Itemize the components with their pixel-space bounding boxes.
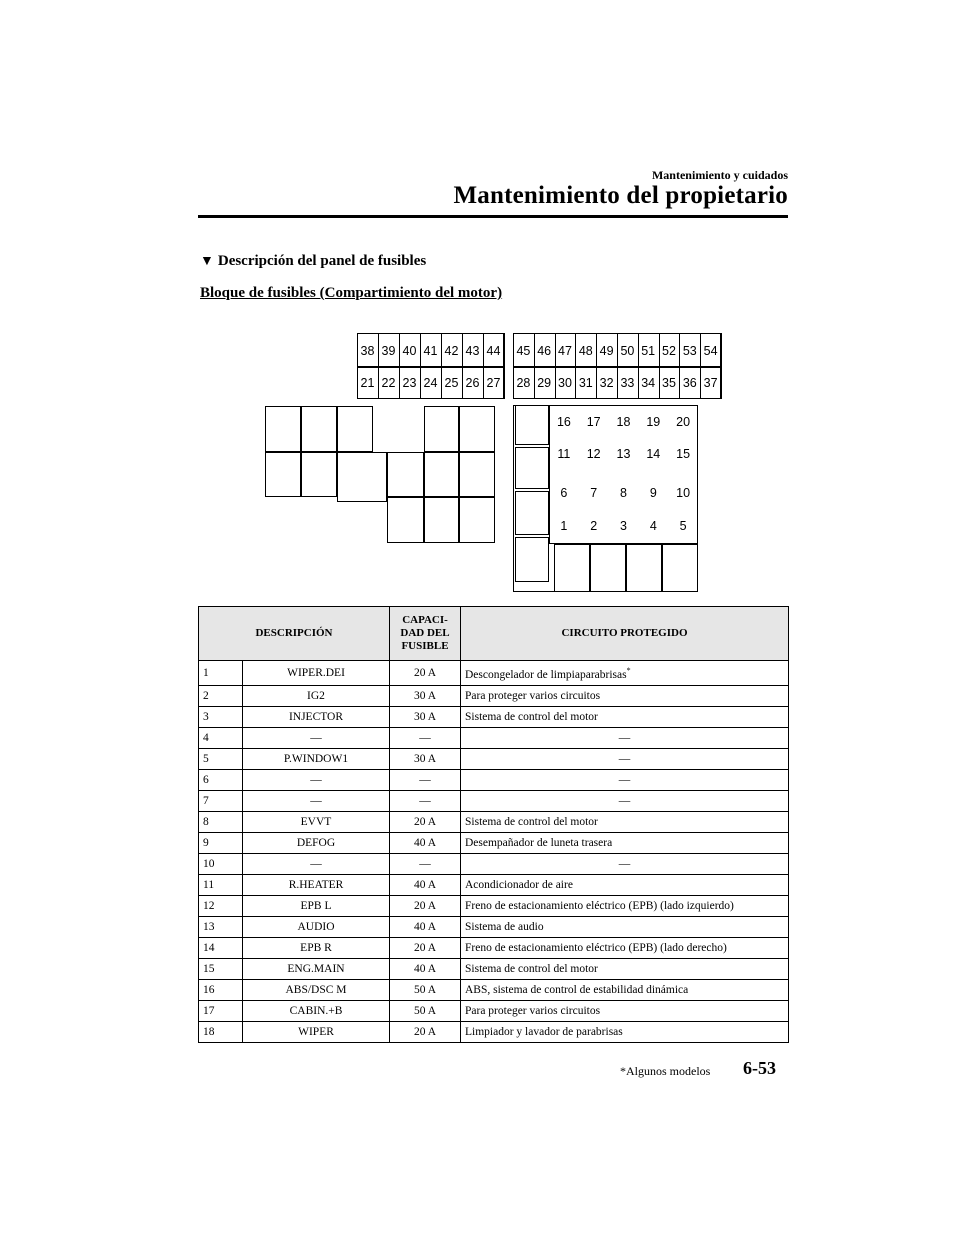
fuse-circuit-text: Descongelador de limpiaparabrisas (465, 668, 627, 681)
fuse-capacity-text: 40 A (413, 920, 437, 933)
fuse-capacity-text: 20 A (413, 941, 437, 954)
fuse-description-text: ― (310, 794, 322, 807)
fuse-number-text: 6 (203, 773, 209, 786)
fuse-number-text: 10 (203, 857, 215, 870)
fuse-number-text: 13 (203, 920, 215, 933)
fuse-description (243, 727, 390, 748)
fuse-description (243, 979, 390, 1000)
fuse-description-text: EPB R (300, 941, 332, 954)
fuse-label: 28 (516, 376, 531, 390)
fuse-description-text: AUDIO (297, 920, 335, 933)
fuse-circuit (461, 937, 789, 958)
fuse-label: 15 (676, 447, 691, 461)
fuse-circuit-text: Acondicionador de aire (465, 878, 573, 891)
fuse-number-text: 2 (203, 689, 209, 702)
fuse-circuit (461, 727, 789, 748)
side-slot (515, 447, 549, 489)
fuse-capacity-text: ― (419, 857, 431, 870)
fuse-label: 30 (558, 376, 572, 390)
fuse-label: 12 (586, 447, 601, 461)
fuse-number (199, 685, 243, 706)
fuse-description-text: CABIN.+B (289, 1004, 343, 1017)
table-row (199, 685, 789, 706)
fuse-label: 23 (402, 376, 417, 390)
fuse-label: 36 (682, 376, 697, 390)
header-capacity-l1: CAPACI- (402, 614, 448, 626)
fuse-label: 47 (558, 344, 572, 358)
fuse-circuit (461, 769, 789, 790)
chapter-title: Mantenimiento del propietario (453, 182, 788, 209)
fuse-description-text: R.HEATER (288, 878, 344, 891)
fuse-description (243, 958, 390, 979)
relay-slot (424, 452, 459, 497)
fuse-circuit (461, 832, 789, 853)
fuse-number-text: 14 (203, 941, 215, 954)
fuse-label: 7 (590, 486, 598, 500)
fuse-description (243, 874, 390, 895)
fuse-capacity-text: 40 A (413, 962, 437, 975)
table-row (199, 811, 789, 832)
fuse-capacity-text: 50 A (413, 1004, 437, 1017)
fuse-label: 46 (537, 344, 552, 358)
fuse-circuit (461, 979, 789, 1000)
fuse-label: 45 (516, 344, 531, 358)
fuse-label: 29 (537, 376, 552, 390)
fuse-description (243, 790, 390, 811)
fuse-label: 38 (360, 344, 375, 358)
fuse-number-text: 12 (203, 899, 215, 912)
fuse-capacity-text: 20 A (413, 815, 437, 828)
triangle-down-icon: ▼ (200, 254, 214, 269)
fuse-capacity (390, 685, 461, 706)
fuse-capacity-text: ― (419, 773, 431, 786)
fuse-number-text: 1 (203, 666, 209, 679)
table-row (199, 661, 789, 686)
table-row (199, 727, 789, 748)
fuse-description-text: ― (310, 773, 322, 786)
relay-slot (301, 406, 337, 452)
fuse-capacity (390, 769, 461, 790)
fuse-label: 22 (381, 376, 396, 390)
fuse-block-diagram (0, 0, 960, 600)
fuse-label: 18 (616, 415, 631, 429)
fuse-label: 37 (703, 376, 718, 390)
fuse-label: 21 (360, 376, 375, 390)
fuse-number (199, 874, 243, 895)
fuse-circuit-text: Limpiador y lavador de parabrisas (465, 1025, 623, 1038)
fuse-circuit (461, 790, 789, 811)
strip-divider (513, 366, 721, 368)
fuse-number (199, 769, 243, 790)
fuse-label: 5 (679, 519, 687, 533)
fuse-capacity (390, 916, 461, 937)
fuse-description (243, 685, 390, 706)
fuse-number-text: 17 (203, 1004, 215, 1017)
fuse-number-text: 5 (203, 752, 209, 765)
fuse-circuit (461, 811, 789, 832)
fuse-description-text: P.WINDOW1 (283, 752, 349, 765)
fuse-number-text: 8 (203, 815, 209, 828)
fuse-number-text: 7 (203, 794, 209, 807)
fuse-description-text: WIPER.DEI (287, 666, 345, 679)
fuse-description (243, 706, 390, 727)
header-description: DESCRIPCIÓN (199, 607, 390, 661)
fuse-number (199, 937, 243, 958)
fuse-description-text: DEFOG (296, 836, 336, 849)
fuse-label: 8 (620, 486, 627, 500)
fuse-label: 34 (641, 376, 656, 390)
header-capacity-l2: DAD DEL (400, 627, 450, 639)
fuse-label: 52 (662, 344, 676, 358)
fuse-capacity (390, 706, 461, 727)
relay-slot (265, 406, 301, 452)
fuse-label: 16 (556, 415, 571, 429)
bottom-slot (626, 544, 662, 592)
fuse-label: 2 (590, 519, 598, 533)
fuse-description (243, 1021, 390, 1042)
fuse-description (243, 811, 390, 832)
fuse-description-text: EVVT (300, 815, 332, 828)
table-row (199, 748, 789, 769)
relay-slot (459, 497, 495, 543)
fuse-label: 9 (649, 486, 657, 500)
fuse-capacity-text: 40 A (413, 836, 437, 849)
fuse-circuit (461, 853, 789, 874)
fuse-label: 17 (586, 415, 601, 429)
fuse-number (199, 832, 243, 853)
fuse-description (243, 661, 390, 686)
fuse-number (199, 790, 243, 811)
table-row (199, 769, 789, 790)
fuse-label: 26 (465, 376, 480, 390)
section-heading-text: Descripción del panel de fusibles (217, 253, 427, 269)
relay-slot (301, 452, 337, 497)
fuse-number-text: 18 (203, 1025, 215, 1038)
table-row (199, 706, 789, 727)
bottom-slot (662, 544, 698, 592)
fuse-label: 31 (578, 376, 593, 390)
fuse-circuit-text: ― (618, 857, 631, 870)
fuse-circuit (461, 916, 789, 937)
fuse-label: 6 (560, 486, 568, 500)
fuse-description (243, 853, 390, 874)
fuse-number (199, 895, 243, 916)
fuse-label: 1 (560, 519, 568, 533)
fuse-number (199, 853, 243, 874)
fuse-circuit-text: ― (618, 731, 631, 744)
fuse-circuit-text: Sistema de audio (465, 920, 544, 933)
fuse-capacity (390, 937, 461, 958)
fuse-capacity-text: ― (419, 794, 431, 807)
fuse-capacity (390, 661, 461, 686)
table-row (199, 1021, 789, 1042)
fuse-label: 13 (616, 447, 631, 461)
fuse-description (243, 1000, 390, 1021)
fuse-label: 40 (402, 344, 417, 358)
fuse-description-text: ― (310, 857, 322, 870)
fuse-number-text: 11 (203, 878, 215, 891)
fuse-circuit (461, 748, 789, 769)
fuse-capacity (390, 1000, 461, 1021)
fuse-circuit-text: Sistema de control del motor (465, 710, 598, 723)
relay-slot-large (337, 452, 387, 502)
table-row (199, 916, 789, 937)
fuse-label: 24 (423, 376, 438, 390)
fuse-capacity-text: 30 A (413, 689, 437, 702)
fuse-capacity-text: 20 A (413, 666, 437, 679)
fuse-description-text: WIPER (298, 1025, 334, 1038)
fuse-description (243, 748, 390, 769)
side-slot (515, 491, 549, 535)
fuse-description (243, 832, 390, 853)
fuse-number (199, 727, 243, 748)
fuse-circuit-text: Para proteger varios circuitos (465, 689, 601, 702)
table-row (199, 937, 789, 958)
fuse-capacity-text: 20 A (413, 899, 437, 912)
footnote-mark: * (626, 666, 631, 675)
fuse-circuit-text: Freno de estacionamiento eléctrico (EPB) (lado izquierdo) (465, 899, 734, 912)
relay-slot (265, 452, 301, 497)
fuse-circuit (461, 874, 789, 895)
fuse-label: 25 (444, 376, 459, 390)
fuse-circuit (461, 706, 789, 727)
fuse-description (243, 937, 390, 958)
fuse-description-text: ENG.MAIN (287, 962, 345, 975)
fuse-capacity (390, 832, 461, 853)
table-row (199, 895, 789, 916)
page-number: 6-53 (743, 1058, 776, 1078)
fuse-circuit (461, 958, 789, 979)
chapter-subtitle: Mantenimiento y cuidados (651, 168, 788, 182)
fuse-capacity (390, 790, 461, 811)
fuse-label: 41 (423, 344, 438, 358)
header-circuit: CIRCUITO PROTEGIDO (461, 607, 789, 661)
fuse-number (199, 661, 243, 686)
table-row (199, 853, 789, 874)
fuse-circuit-text: Para proteger varios circuitos (465, 1004, 601, 1017)
fuse-capacity-text: 40 A (413, 878, 437, 891)
fuse-label: 44 (486, 344, 501, 358)
fuse-capacity (390, 895, 461, 916)
fuse-circuit-text: ― (618, 773, 631, 786)
header-capacity-l3: FUSIBLE (401, 640, 449, 652)
table-row (199, 832, 789, 853)
fuse-label: 50 (620, 344, 635, 358)
fuse-capacity (390, 874, 461, 895)
fuse-circuit-text: ― (618, 752, 631, 765)
fuse-label: 39 (381, 344, 396, 358)
fuse-description (243, 769, 390, 790)
fuse-description-text: IG2 (307, 689, 325, 702)
relay-slot (337, 406, 373, 452)
fuse-label: 4 (649, 519, 657, 533)
fuse-label: 54 (703, 344, 718, 358)
side-slot (515, 537, 549, 582)
relay-slot (387, 497, 424, 543)
fuse-description (243, 895, 390, 916)
relay-slot (424, 497, 459, 543)
fuse-number (199, 1000, 243, 1021)
fuse-capacity-text: ― (419, 731, 431, 744)
table-row (199, 979, 789, 1000)
fuse-number (199, 916, 243, 937)
relay-slot (459, 452, 495, 497)
fuse-circuit-text: ― (618, 794, 631, 807)
fuse-circuit-text: Sistema de control del motor (465, 815, 598, 828)
bottom-slot (554, 544, 590, 592)
fuse-capacity (390, 979, 461, 1000)
fuse-number (199, 811, 243, 832)
fuse-label: 35 (662, 376, 676, 390)
fuse-circuit (461, 895, 789, 916)
table-row (199, 958, 789, 979)
fuse-number (199, 748, 243, 769)
relay-slot (459, 406, 495, 452)
fuse-description-text: ― (310, 731, 322, 744)
fuse-label: 14 (646, 447, 661, 461)
fuse-label: 27 (486, 376, 501, 390)
table-row (199, 874, 789, 895)
fuse-capacity-text: 20 A (413, 1025, 437, 1038)
fuse-capacity (390, 811, 461, 832)
fuse-circuit-text: ABS, sistema de control de estabilidad dinámica (465, 983, 689, 996)
fuse-circuit-text: Sistema de control del motor (465, 962, 598, 975)
table-header-row (199, 607, 789, 661)
fuse-number-text: 15 (203, 962, 215, 975)
fuse-number-text: 16 (203, 983, 215, 996)
fuse-number (199, 979, 243, 1000)
fuse-capacity (390, 853, 461, 874)
relay-slot (424, 406, 459, 452)
fuse-circuit (461, 685, 789, 706)
fuse-label: 19 (646, 415, 661, 429)
fuse-capacity-text: 50 A (413, 983, 437, 996)
fuse-label: 43 (465, 344, 480, 358)
fuse-number (199, 958, 243, 979)
fuse-capacity (390, 748, 461, 769)
fuse-number-text: 3 (203, 710, 209, 723)
fuse-circuit (461, 1021, 789, 1042)
fuse-capacity (390, 727, 461, 748)
table-row (199, 790, 789, 811)
fuse-label: 20 (676, 415, 691, 429)
fuse-description (243, 916, 390, 937)
subheading: Bloque de fusibles (Compartimiento del motor) (200, 285, 503, 301)
fuse-circuit (461, 661, 789, 686)
fuse-label: 49 (599, 344, 614, 358)
fuse-capacity (390, 958, 461, 979)
bottom-slot (590, 544, 626, 592)
fuse-description-text: EPB L (300, 899, 332, 912)
fuse-label: 3 (620, 519, 627, 533)
fuse-capacity-text: 30 A (413, 710, 437, 723)
fuse-number (199, 1021, 243, 1042)
side-slot (515, 405, 549, 445)
fuse-label: 33 (620, 376, 635, 390)
fuse-label: 53 (682, 344, 697, 358)
strip-divider (357, 366, 504, 368)
fuse-capacity (390, 1021, 461, 1042)
fuse-circuit (461, 1000, 789, 1021)
fuse-label: 42 (444, 344, 459, 358)
fuse-description-text: INJECTOR (288, 710, 344, 723)
fuse-number (199, 706, 243, 727)
fuse-label: 51 (641, 344, 656, 358)
fuse-circuit-text: Desempañador de luneta trasera (465, 836, 613, 849)
fuse-description-text: ABS/DSC M (285, 983, 347, 996)
table-row (199, 1000, 789, 1021)
fuse-number-text: 9 (203, 836, 209, 849)
header-capacity (390, 607, 461, 661)
fuse-number-text: 4 (203, 731, 209, 744)
fuse-label: 10 (676, 486, 691, 500)
fuse-table (198, 606, 789, 1043)
fuse-label: 32 (599, 376, 614, 390)
fuse-label: 11 (557, 447, 571, 461)
fuse-label: 48 (578, 344, 593, 358)
fuse-circuit-text: Freno de estacionamiento eléctrico (EPB) (lado derecho) (465, 941, 727, 954)
footnote: *Algunos modelos (620, 1064, 711, 1078)
fuse-capacity-text: 30 A (413, 752, 437, 765)
relay-slot (387, 452, 424, 497)
